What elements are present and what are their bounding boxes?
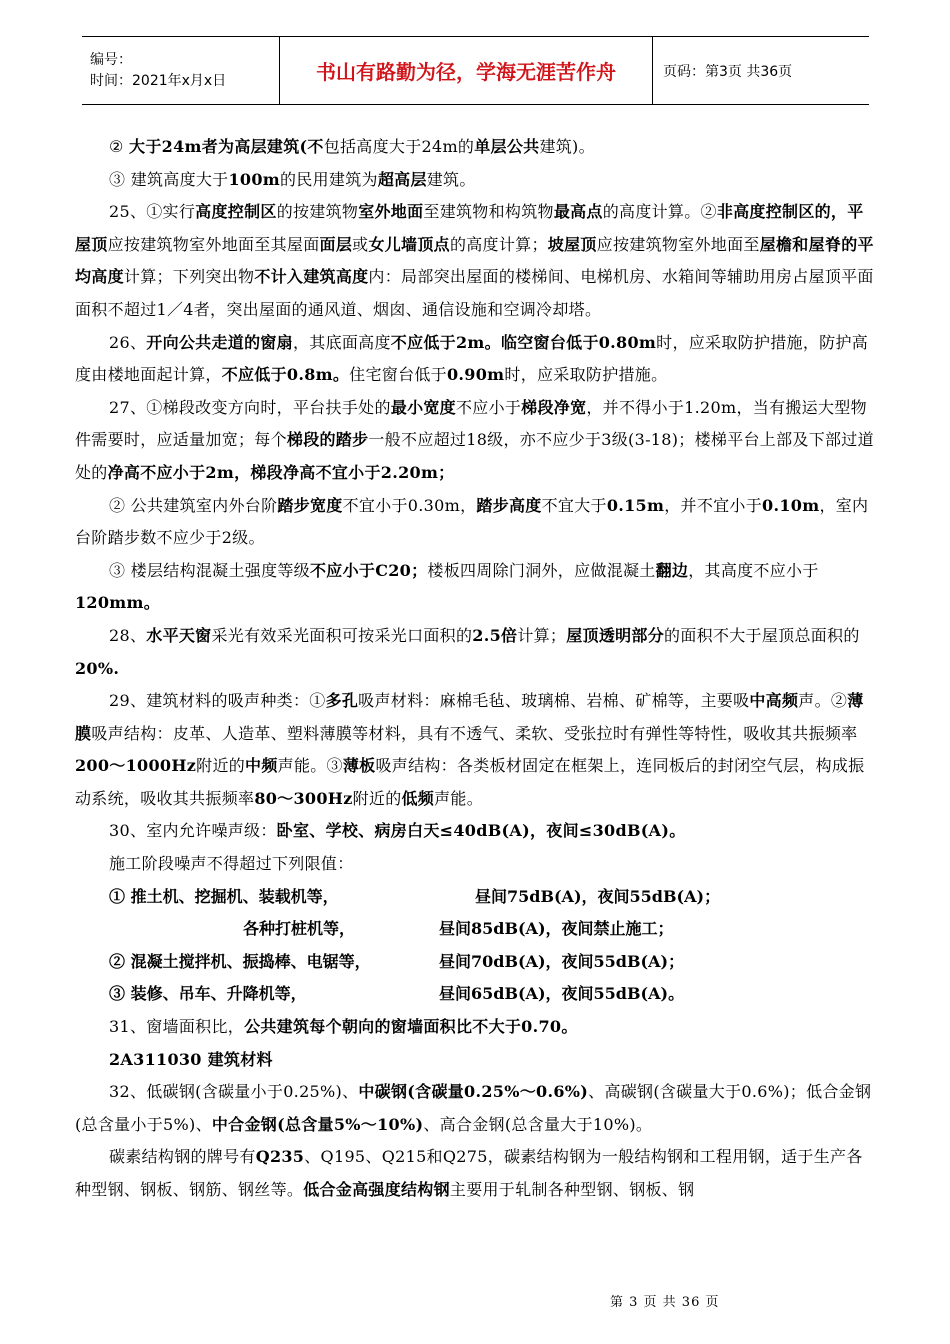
text-run: 29、建筑材料的吸声种类：①: [109, 691, 326, 711]
text-run: 净高不应小于2m，梯段净高不宜小于2.20m；: [107, 462, 455, 482]
text-run: ，并不得小于1.20m，当有搬运大型物件需要时，应适量加宽；每个: [75, 397, 867, 450]
text-run: 一般不应超过18级，亦不应少于3级(3-18)；楼梯平台上部及下部过道处的: [75, 430, 874, 482]
section-heading: 2A311030 建筑材料: [109, 1049, 273, 1069]
header-page-info: [653, 37, 869, 104]
text-run: 200～1000Hz: [75, 756, 197, 776]
text-run: 薄板: [342, 756, 376, 776]
text-run: 、高碳钢(含碳量大于0.6%)；低合金钢(总含量小于5%)、: [75, 1082, 872, 1134]
text-run: 计算；: [517, 625, 567, 645]
text-run: 不宜大于: [541, 495, 607, 515]
text-run: 碳素结构钢的牌号有: [109, 1147, 256, 1167]
number-label: 编号：: [90, 51, 132, 68]
text-run: 楼板四周除门洞外，应做混凝土: [427, 560, 656, 580]
text-run: 踏步高度: [476, 495, 542, 515]
page-header: [82, 36, 869, 105]
text-run: 吸声结构：各类板材固定在框架上，连同板后的封闭空气层，构成振动系统，吸收其共振频率: [75, 756, 865, 808]
text-run: 卧室、学校、病房白天≤40dB(A)，夜间≤30dB(A)。: [276, 821, 686, 841]
text-run: 中碳钢(含碳量0.25%～0.6%): [358, 1082, 589, 1102]
document-body: [75, 131, 877, 1207]
text-run: 主要用于轧制各种型钢、钢板、钢: [449, 1180, 695, 1199]
paragraph-carbon-steel: [75, 1141, 877, 1206]
text-run: Q235: [255, 1147, 305, 1167]
text-run: 的按建筑物: [276, 202, 359, 222]
header-meta: [82, 37, 280, 104]
text-run: 翻边: [655, 560, 689, 580]
paragraph-31: [75, 1011, 877, 1044]
text-run: 非高度控制区的，平屋顶: [75, 202, 864, 254]
text-run: 开向公共走道的窗扇: [146, 332, 293, 352]
text-run: 31、窗墙面积比，: [109, 1017, 245, 1037]
text-run: 住宅窗台低于: [349, 365, 447, 385]
text-run: 的高度计算。②: [602, 202, 717, 222]
text-run: 水平天窗: [146, 625, 212, 645]
paragraph-32: [75, 1076, 877, 1141]
text-run: 声能。: [434, 788, 484, 808]
paragraph-30: [75, 815, 877, 848]
text-run: 2.5倍: [472, 625, 518, 645]
text-run: 的高度计算；: [449, 234, 548, 254]
paragraph-25: [75, 196, 877, 326]
paragraph-27: [75, 392, 877, 490]
noise-row: ③ 装修、吊车、升降机等， 昼间65dB(A)，夜间55dB(A)。: [109, 984, 685, 1004]
text-run: 踏步宽度: [277, 495, 343, 515]
text-run: 梯段的踏步: [286, 430, 369, 450]
noise-row: ① 推土机、挖掘机、装载机等， 昼间75dB(A)，夜间55dB(A)；: [109, 886, 721, 906]
text-run: 坡屋顶: [547, 234, 597, 254]
text-run: 高度控制区: [195, 202, 277, 222]
text-run: 的面积不大于屋顶总面积的: [664, 625, 860, 645]
page-info-text: 页码：第3页 共36页: [663, 63, 793, 80]
text-run: 女儿墙顶点: [368, 234, 450, 254]
paragraph-26: [75, 327, 877, 392]
motto-text: 书山有路勤为径，学海无涯苦作舟: [316, 60, 616, 84]
text-run: 80～300Hz: [254, 788, 353, 808]
text-run: 多孔: [325, 691, 359, 711]
text-run: 附近的: [196, 756, 246, 776]
text-run: 不宜小于0.30m，: [342, 495, 477, 515]
text-run: 面层: [319, 234, 353, 254]
paragraph-29: [75, 685, 877, 815]
header-motto: [280, 37, 653, 104]
text-run: 0.90m: [446, 365, 505, 385]
text-run: 不应小于: [455, 397, 522, 417]
date-label: 时间：2021年x月x日: [90, 72, 227, 89]
text-run: 声能。③: [277, 756, 343, 776]
text-run: 0.10m: [762, 495, 820, 515]
text-run: 吸声结构：皮革、人造革、塑料薄膜等材料，具有不透气、柔软、受张拉时有弹性等特性，吸收其共振频率: [91, 723, 858, 743]
text-run: 公共建筑每个朝向的窗墙面积比不大于0.70。: [244, 1017, 578, 1037]
text-run: 0.15m: [606, 495, 665, 515]
text-run: 低频: [401, 788, 435, 808]
text-run: 不计入建筑高度: [254, 267, 369, 287]
text-run: 、Q195、Q215和Q275，碳素结构钢为一般结构钢和工程用钢，适于生产各种型钢、钢板、钢筋、钢丝等。: [75, 1147, 863, 1199]
text-run: 屋檐和屋脊的平均高度: [75, 234, 874, 287]
text-run: 不应低于0.8m。: [221, 365, 350, 385]
text-run: ，其高度不应小于: [688, 560, 819, 580]
text-run: 32、低碳钢(含碳量小于0.25%)、: [109, 1082, 359, 1102]
text-run: 中高频: [749, 691, 799, 711]
text-run: 时，应采取防护措施。: [504, 365, 668, 385]
text-run: ，其底面高度: [292, 332, 391, 352]
text-run: 不应小于C20；: [310, 560, 428, 580]
paragraph-27-2: [75, 490, 877, 555]
page-footer: 第 3 页 共 36 页: [610, 1295, 720, 1310]
text-run: 25、①实行: [109, 202, 196, 222]
text-run: ② 公共建筑室内外台阶: [109, 495, 278, 515]
text-run: 或: [352, 234, 369, 254]
text-run: 至建筑物和构筑物: [423, 202, 554, 222]
text-run: 采光有效采光面积可按采光口面积的: [211, 625, 473, 645]
text-run: 附近的: [352, 788, 402, 808]
text-run: 声。②: [798, 691, 848, 711]
text-run: 不应低于2m。临空窗台低于0.80m: [390, 332, 657, 352]
paragraph-super-high-rise: ③ 建筑高度大于100m的民用建筑为超高层建筑。: [109, 169, 476, 189]
text-run: 吸声材料：麻棉毛毡、玻璃棉、岩棉、矿棉等，主要吸: [358, 691, 750, 711]
text-run: 27、①梯段改变方向时，平台扶手处的: [109, 397, 391, 417]
text-run: 时，应采取防护措施，防护高度由楼地面起计算，: [75, 332, 869, 385]
paragraph-27-3: [75, 555, 877, 620]
text-run: 中合金钢(总含量5%～10%): [211, 1114, 424, 1134]
text-run: 、高合金钢(总含量大于10%)。: [423, 1114, 653, 1134]
noise-limit-list: [75, 881, 877, 1011]
text-run: 中频: [245, 756, 278, 776]
text-run: 室外地面: [358, 202, 424, 222]
text-run: 应按建筑物室外地面至: [596, 234, 760, 254]
text-run: 28、: [109, 625, 147, 645]
paragraph-construction-noise: 施工阶段噪声不得超过下列限值：: [109, 854, 354, 874]
text-run: 薄膜: [75, 691, 864, 743]
text-run: 最高点: [553, 202, 603, 222]
paragraph-high-rise: ② 大于24m者为高层建筑(不包括高度大于24m的单层公共建筑)。: [109, 137, 595, 156]
paragraph-28: [75, 620, 877, 685]
text-run: ③ 楼层结构混凝土强度等级: [109, 560, 310, 580]
noise-row: ② 混凝土搅拌机、振捣棒、电锯等， 昼间70dB(A)，夜间55dB(A)；: [109, 951, 685, 971]
text-run: 26、: [109, 332, 147, 352]
text-run: 30、室内允许噪声级：: [109, 821, 277, 841]
text-run: 最小宽度: [390, 397, 456, 417]
text-run: 屋顶透明部分: [566, 625, 665, 645]
text-run: 应按建筑物室外地面至其屋面: [107, 234, 320, 254]
text-run: 梯段净宽: [521, 397, 587, 417]
noise-row: 各种打桩机等， 昼间85dB(A)，夜间禁止施工；: [243, 919, 674, 939]
text-run: 计算；下列突出物: [123, 267, 255, 287]
text-run: 20%.: [75, 658, 120, 678]
text-run: ，并不宜小于: [664, 495, 763, 515]
text-run: ，室内台阶踏步数不应少于2级。: [75, 495, 869, 548]
text-run: 内：局部突出屋面的楼梯间、电梯机房、水箱间等辅助用房占屋顶平面面积不超过1／4者，突出屋面的通风道、烟囱、通信设施和空调冷却塔。: [75, 267, 874, 319]
text-run: 120mm。: [75, 593, 161, 613]
text-run: 低合金高强度结构钢: [303, 1180, 450, 1199]
